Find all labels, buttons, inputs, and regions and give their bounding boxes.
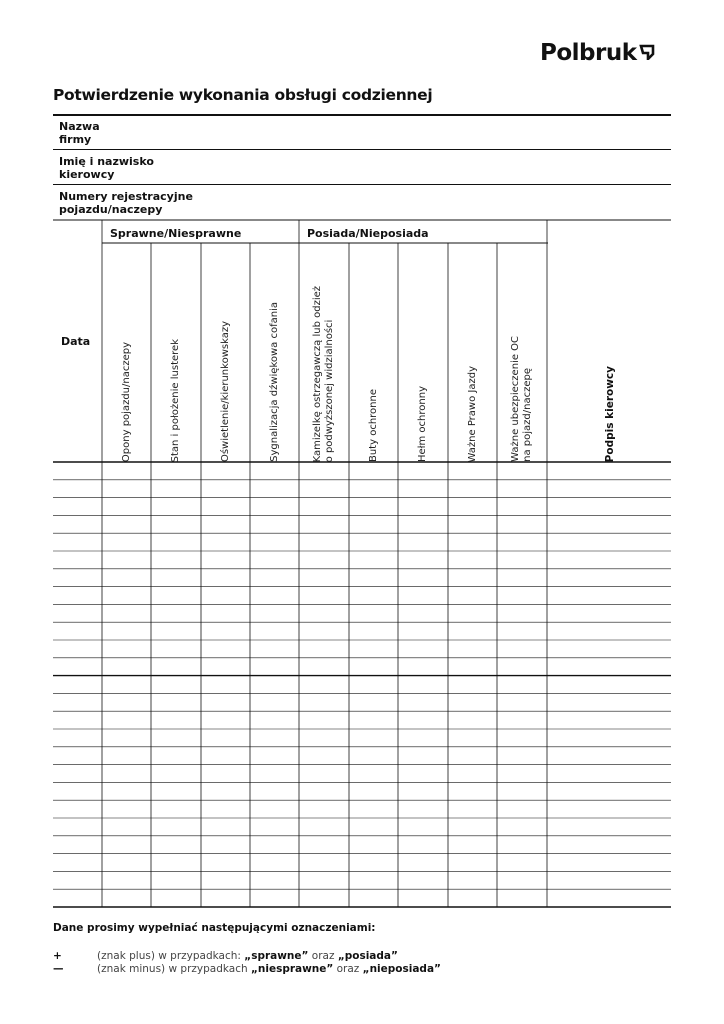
minus-symbol: — [53, 963, 64, 975]
column-header-label: Hełm ochronny [417, 386, 428, 462]
logo-text: Polbruk [540, 40, 637, 66]
date-column-header: Data [61, 335, 91, 348]
note-minus-join: oraz [333, 963, 363, 975]
column-header-label: Oświetlenie/kierunkowskazy [219, 320, 231, 462]
driver-name-label-line2: kierowcy [59, 168, 115, 181]
note-minus-term2: „nieposiada” [362, 963, 441, 975]
signature-header-label: Podpis kierowcy [603, 365, 616, 462]
notes-title: Dane prosimy wypełniać następującymi oznaczeniami: [53, 922, 376, 934]
column-header-label: Buty ochronne [367, 388, 379, 462]
column-header-lights [201, 244, 250, 462]
column-header-mirrors [151, 244, 201, 462]
column-header-label: Ważne ubezpieczenie OC na pojazd/naczepę [510, 336, 533, 462]
column-header-safety-boots [349, 244, 398, 462]
note-plus [53, 950, 398, 962]
note-minus [53, 963, 441, 975]
note-plus-text: (znak plus) w przypadkach: [97, 950, 245, 962]
driver-name-label-line1: Imię i nazwisko [59, 155, 154, 168]
column-header-insurance [497, 244, 547, 462]
company-name-label-line1: Nazwa [59, 120, 100, 133]
column-header-hi-vis-vest [299, 244, 349, 462]
note-minus-text: (znak minus) w przypadkach [97, 963, 251, 975]
note-plus-join: oraz [308, 950, 338, 962]
note-plus-term1: „sprawne” [244, 950, 309, 962]
column-header-reverse-alarm [250, 244, 299, 462]
column-header-label: Ważne Prawo Jazdy [466, 365, 478, 462]
column-header-label: Kamizelkę ostrzegawczą lub odzież o podwyższonej widzialności [312, 285, 335, 462]
column-header-tyres [102, 244, 151, 462]
registration-label-line1: Numery rejestracyjne [59, 190, 193, 203]
company-name-label-line2: firmy [59, 133, 92, 146]
registration-label-line2: pojazdu/naczepy [59, 203, 163, 216]
column-header-driving-licence [448, 244, 497, 462]
note-minus-term1: „niesprawne” [250, 963, 334, 975]
plus-symbol: + [53, 950, 62, 962]
column-header-label: Stan i położenie lusterek [170, 338, 181, 462]
column-header-signature [548, 244, 671, 462]
note-plus-term2: „posiada” [337, 950, 398, 962]
column-header-label: Sygnalizacja dźwiękowa cofania [268, 302, 280, 462]
column-header-label: Opony pojazdu/naczepy [120, 341, 132, 462]
group-header-posiada: Posiada/Nieposiada [307, 227, 429, 240]
group-header-sprawne: Sprawne/Niesprawne [110, 227, 242, 240]
page-title: Potwierdzenie wykonania obsługi codziennej [53, 86, 433, 104]
column-header-helmet [398, 244, 448, 462]
